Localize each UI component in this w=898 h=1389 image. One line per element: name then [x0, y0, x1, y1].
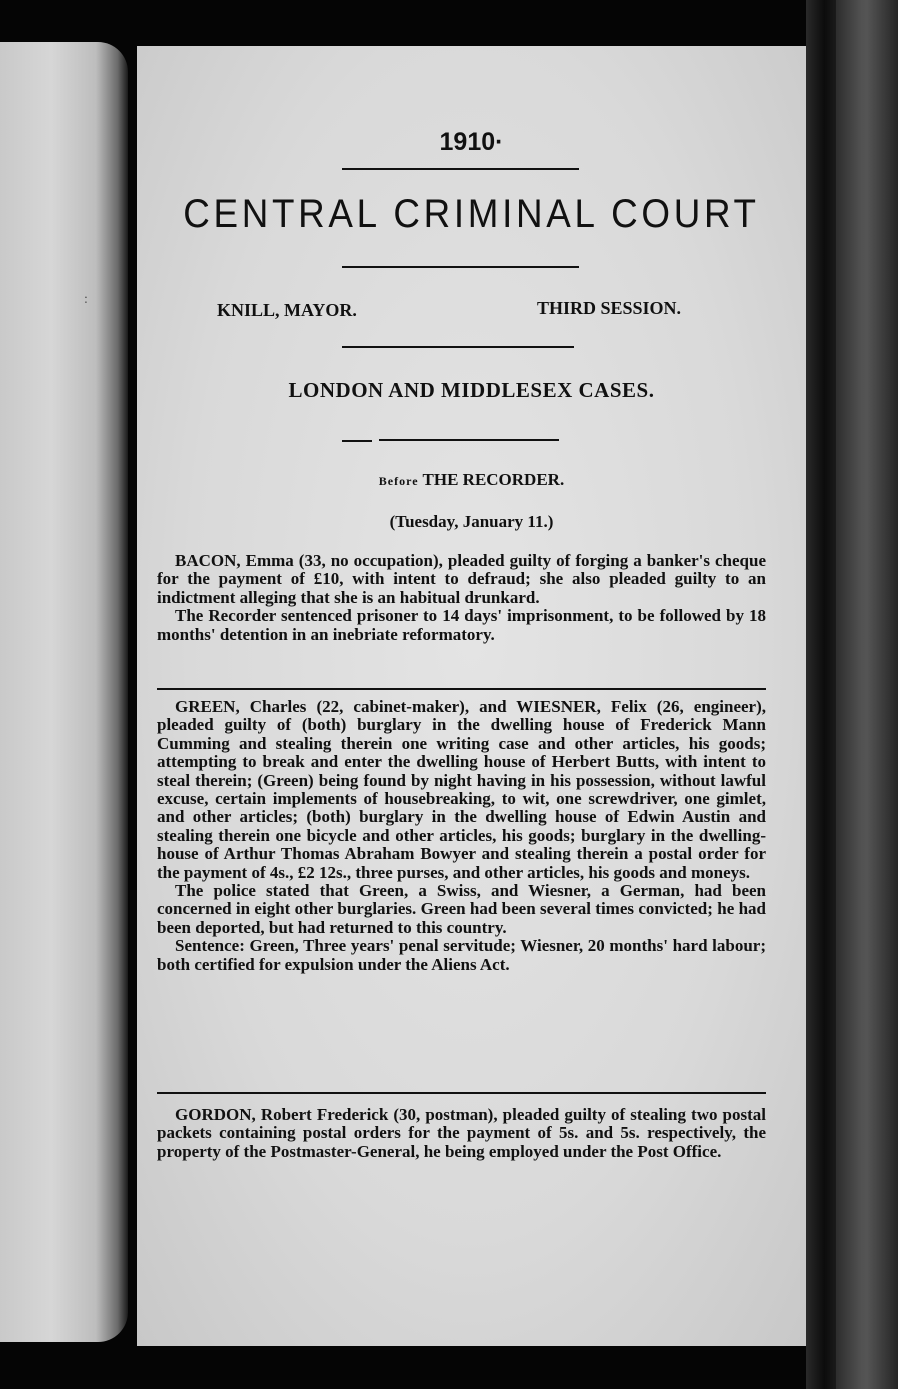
before-prefix: Before	[378, 474, 419, 488]
case-separator	[157, 1092, 766, 1094]
case-entry	[157, 1106, 766, 1161]
case-entry	[157, 552, 766, 644]
left-facing-page	[0, 42, 128, 1342]
case-paragraph: GORDON, Robert Frederick (30, postman), pleaded guilty of stealing two postal packets containing postal orders for the payment of 5s. and 5s. respectively, the property of the Postmaster-General, he being employed under the Post Office.	[157, 1105, 766, 1161]
session-date: (Tuesday, January 11.)	[389, 512, 554, 531]
case-paragraph: BACON, Emma (33, no occupation), pleaded guilty of forging a banker's cheque for the payment of £10, with intent to defraud; she also pleaded guilty to an indictment alleging that she is an habitual drunkard.	[157, 551, 766, 607]
case-entry	[157, 698, 766, 974]
case-paragraph: The Recorder sentenced prisoner to 14 days' imprisonment, to be followed by 18 months' detention in an inebriate reformatory.	[157, 606, 766, 644]
divider-rule	[342, 346, 574, 348]
session-label: THIRD SESSION.	[537, 298, 682, 318]
before-name: THE RECORDER.	[422, 470, 565, 489]
right-page-sliver	[836, 0, 898, 1389]
divider-rule-short	[342, 440, 372, 442]
before-line	[137, 470, 806, 490]
divider-rule	[379, 439, 559, 441]
case-paragraph: The police stated that Green, a Swiss, and Wiesner, a German, had been concerned in eight other burglaries. Green had been several times convicted; he had been deported, but had returned to this country.	[157, 881, 766, 937]
case-paragraph: Sentence: Green, Three years' penal servitude; Wiesner, 20 months' hard labour; both certified for expulsion under the Aliens Act.	[157, 936, 766, 974]
year-heading: 1910·	[439, 128, 504, 156]
left-page-mark: :	[84, 292, 88, 307]
divider-rule	[342, 266, 579, 268]
cases-heading: LONDON AND MIDDLESEX CASES.	[288, 378, 655, 402]
divider-rule	[342, 168, 579, 170]
mayor-label: KNILL, MAYOR.	[217, 300, 357, 320]
case-separator	[157, 688, 766, 690]
document-page	[137, 46, 806, 1346]
case-paragraph: GREEN, Charles (22, cabinet-maker), and WIESNER, Felix (26, engineer), pleaded guilty of (both) burglary in the dwelling house of Frederick Mann Cumming and stealing therein one writing case and other articles, his goods; attempting to break and enter the dwelling house of Herbert Butts, with intent to steal therein; (Green) being found by night having in his possession, without lawful excuse, certain implements of housebreaking, to wit, one screwdriver, one gimlet, and other articles; (both) burglary in the dwelling house of Edwin Austin and stealing therein one bicycle and other articles, his goods; burglary in the dwelling-house of Arthur Thomas Abraham Bowyer and stealing therein a postal order for the payment of 4s., £2 12s., three purses, and other articles, his goods and moneys.	[157, 697, 766, 882]
court-title: CENTRAL CRIMINAL COURT	[183, 192, 760, 236]
